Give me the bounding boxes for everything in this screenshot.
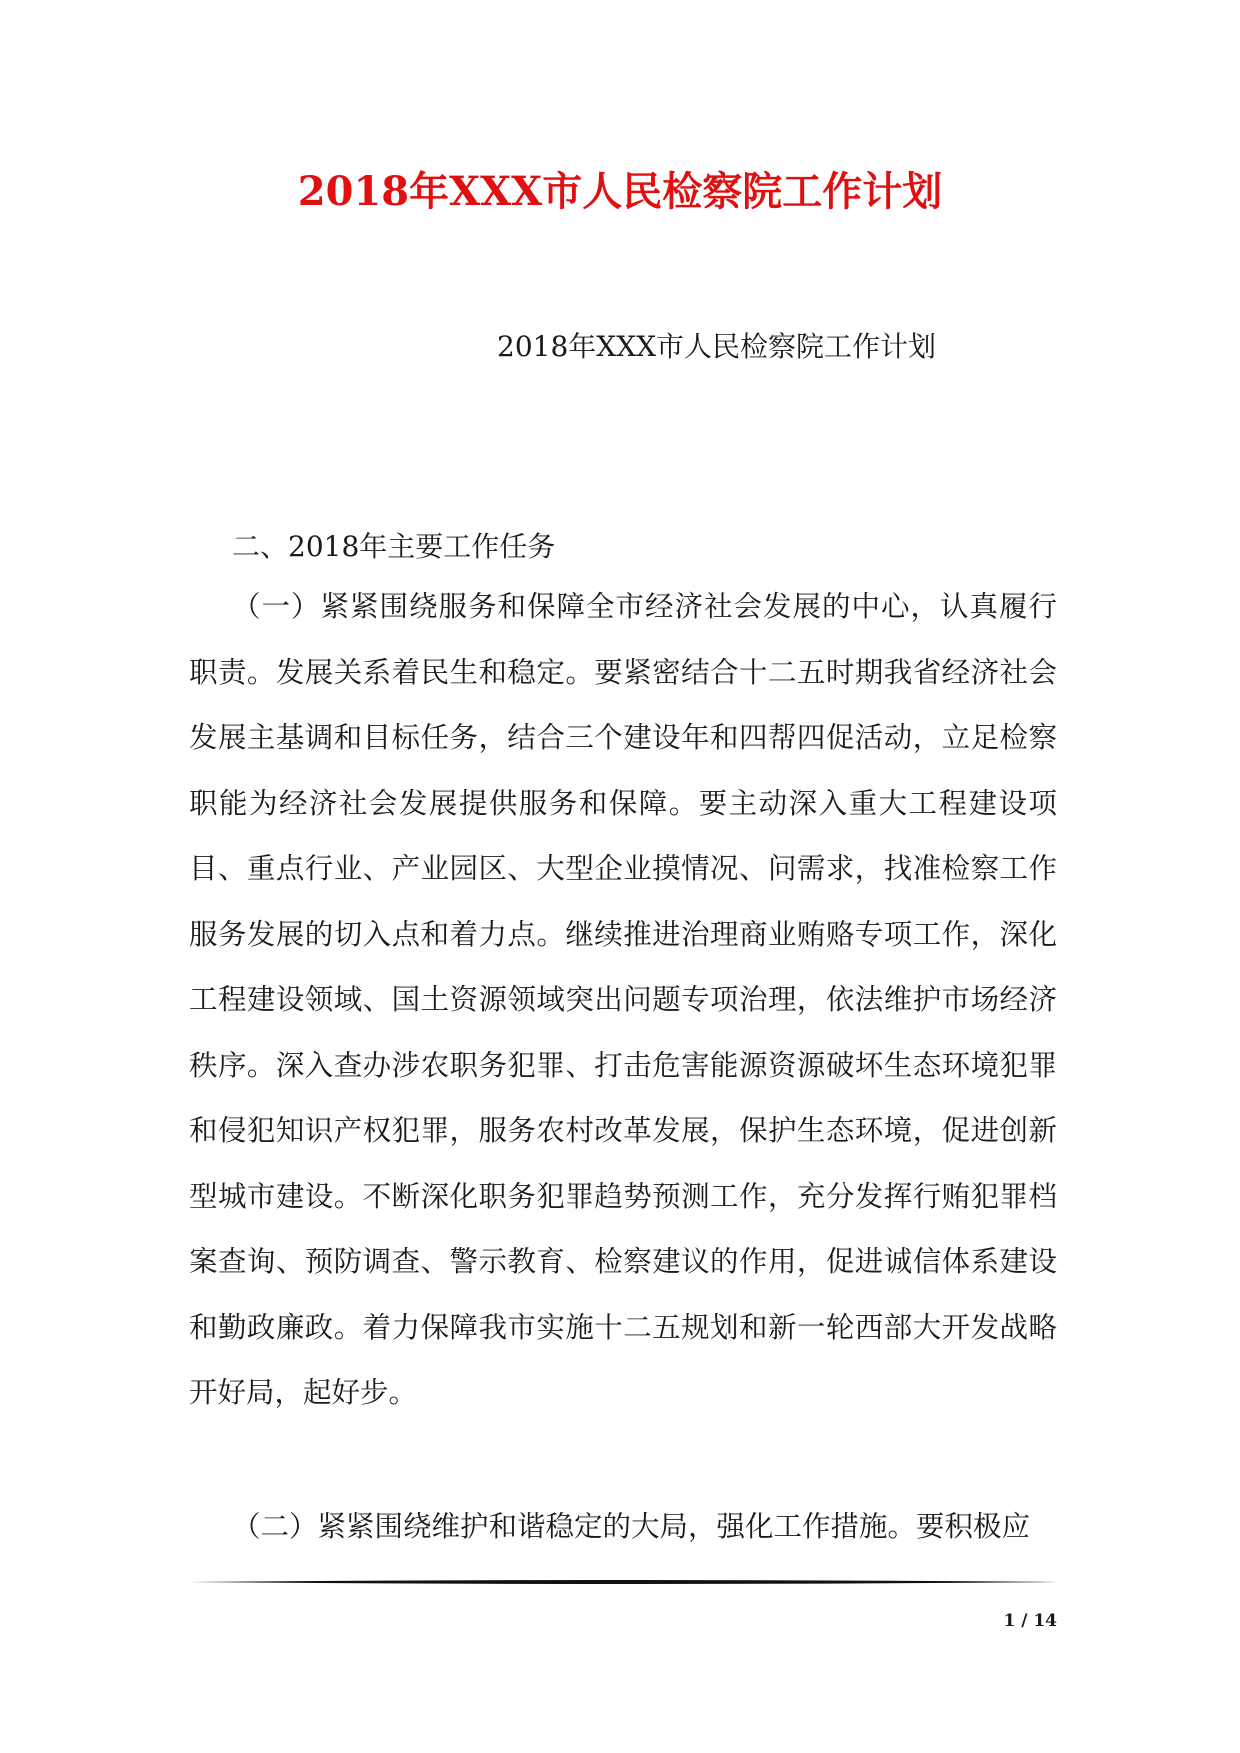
document-title: 2018年XXX市人民检察院工作计划 <box>297 168 943 215</box>
body-paragraph-1: （一）紧紧围绕服务和保障全市经济社会发展的中心，认真履行职责。发展关系着民生和稳定。要紧密结合十二五时期我省经济社会发展主基调和目标任务，结合三个建设年和四帮四促活动，立足检察职能为经济社会发展提供服务和保障。要主动深入重大工程建设项目、重点行业、产业园区、大型企业摸情况、问需求，找准检察工作服务发展的切入点和着力点。继续推进治理商业贿赂专项工作，深化工程建设领域、国土资源领域突出问题专项治理，依法维护市场经济秩序。深入查办涉农职务犯罪、打击危害能源资源破坏生态环境犯罪和侵犯知识产权犯罪，服务农村改革发展，保护生态环境，促进创新型城市建设。不断深化职务犯罪趋势预测工作，充分发挥行贿犯罪档案查询、预防调查、警示教育、检察建议的作用，促进诚信体系建设和勤政廉政。着力保障我市实施十二五规划和新一轮西部大开发战略开好局，起好步。 <box>189 590 1057 1409</box>
document-subtitle: 2018年XXX市人民检察院工作计划 <box>497 330 937 363</box>
section-heading: 二、2018年主要工作任务 <box>232 530 556 563</box>
page-number: 1 / 14 <box>1003 1611 1057 1631</box>
body-paragraph-2: （二）紧紧围绕维护和谐稳定的大局，强化工作措施。要积极应 <box>232 1510 1031 1543</box>
footer-divider <box>190 1577 1058 1587</box>
